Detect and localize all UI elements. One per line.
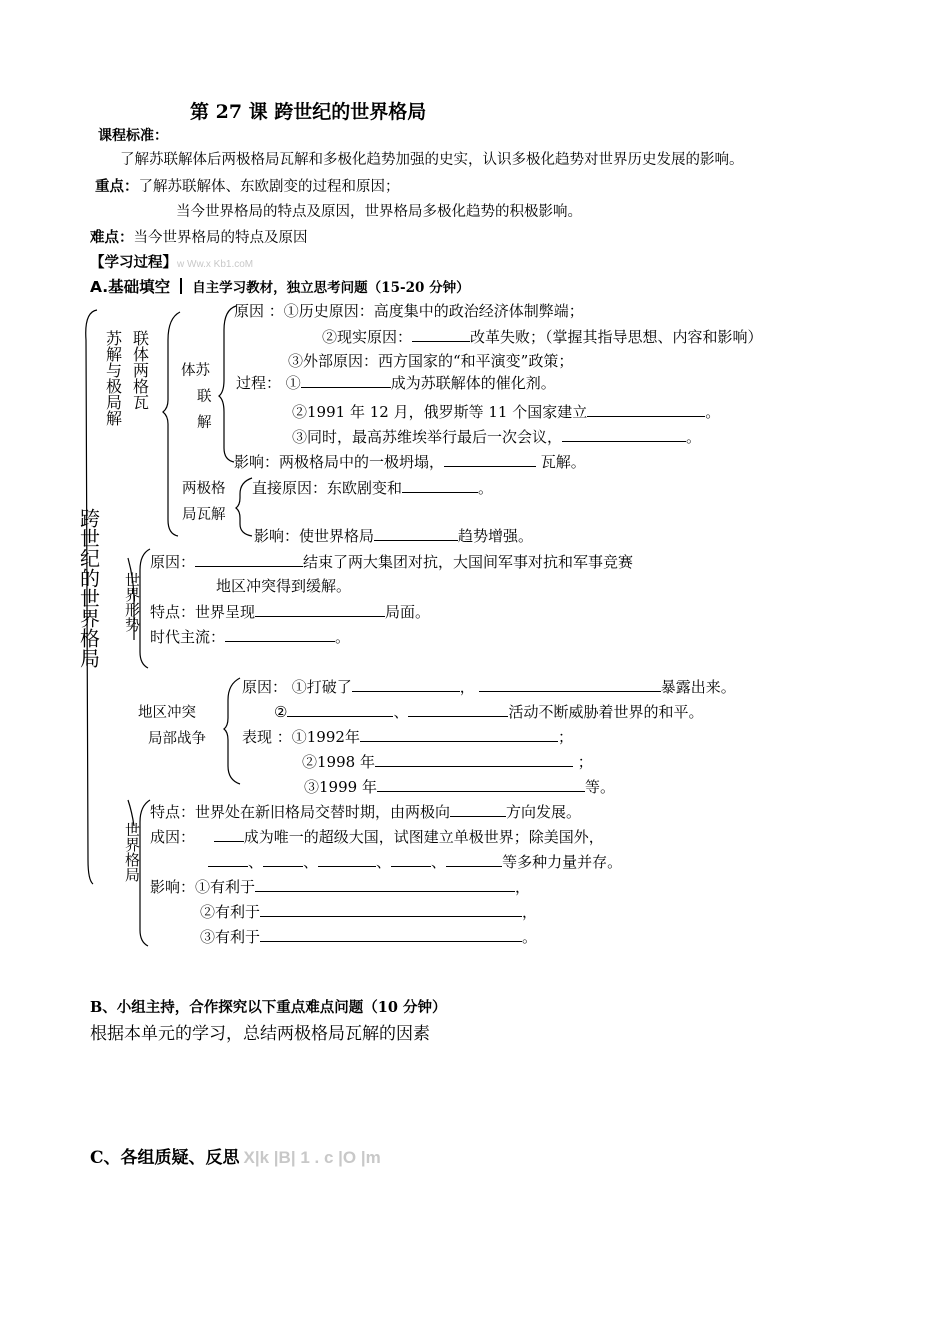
blank[interactable]: [587, 402, 705, 417]
situation-bracket: [140, 549, 150, 668]
process-label: 【学习过程】: [90, 254, 177, 271]
blank[interactable]: [450, 802, 506, 817]
blank[interactable]: [195, 552, 303, 567]
blank[interactable]: [255, 877, 515, 892]
section-c-title: C、各组质疑、反思: [90, 1148, 240, 1168]
standard-label: 课程标准：: [98, 128, 168, 144]
situation-cause: 原因： 结束了两大集团对抗，大国间军事对抗和军事竞赛: [150, 553, 634, 571]
section-a-note: 自主学习教材，独立思考问题（15-20 分钟）: [192, 280, 470, 296]
pattern-bracket: [140, 800, 150, 946]
bipolar-label: 两极格 局瓦解: [182, 481, 226, 523]
pattern-impact-2: ②有利于 ，: [200, 903, 538, 921]
blank[interactable]: [208, 852, 248, 867]
soviet-process-3: ③同时，最高苏维埃举行最后一次会议， 。: [292, 428, 702, 446]
soviet-process-1: 过程： ① 成为苏联解体的催化剂。: [236, 374, 556, 392]
blank[interactable]: [225, 627, 335, 642]
soviet-label: 体苏 联 解: [181, 363, 212, 431]
blank[interactable]: [360, 727, 558, 742]
bipolar-direct-cause: 直接原因：东欧剧变和 。: [252, 479, 494, 497]
situation-vertical-label: 世界形势: [123, 572, 141, 632]
conflict-bracket: [224, 678, 240, 784]
blank[interactable]: [301, 373, 391, 388]
key-text-2: 当今世界格局的特点及原因，世界格局多极化趋势的积极影响。: [176, 204, 582, 220]
blank[interactable]: [374, 526, 458, 541]
blank[interactable]: [402, 478, 478, 493]
section-c-heading: [90, 1148, 381, 1168]
bipolar-bracket: [236, 478, 252, 536]
blank[interactable]: [408, 702, 508, 717]
collapse-vertical-label-col2: 联体两格瓦: [130, 330, 150, 410]
watermark-bottom: X|k |B| 1 . c |O |m: [243, 1148, 381, 1167]
difficult-text: 当今世界格局的特点及原因: [133, 230, 308, 246]
blank[interactable]: [391, 852, 431, 867]
situation-feature: 特点：世界呈现 局面。: [150, 603, 431, 621]
conflict-label: 地区冲突 局部战争: [138, 705, 206, 747]
blank[interactable]: [479, 677, 661, 692]
key-label: 重点：: [95, 178, 139, 195]
blank[interactable]: [375, 752, 573, 767]
blank[interactable]: [255, 602, 385, 617]
soviet-impact: 影响：两极格局中的一极坍塌， 瓦解。: [234, 453, 586, 471]
soviet-process-2: ②1991 年 12 月，俄罗斯等 11 个国家建立 。: [292, 403, 721, 421]
pattern-feature: 特点：世界处在新旧格局交替时期，由两极向 方向发展。: [150, 803, 582, 821]
pattern-cause-powers: 、 、 、 、 等多种力量并存。: [208, 852, 622, 871]
pattern-impact-1: 影响：①有利于 ，: [150, 878, 531, 896]
conflict-label-data: [0, 0, 1, 1]
standard-text: 了解苏联解体后两极格局瓦解和多极化趋势加强的史实，认识多极化趋势对世界历史发展的影响。: [120, 152, 744, 168]
blank[interactable]: [352, 677, 460, 692]
section-a-title: A.基础填空: [90, 278, 171, 296]
difficult-label: 难点：: [90, 229, 134, 246]
situation-cause-cont: 地区冲突得到缓解。: [216, 577, 352, 595]
soviet-cause-3: ③外部原因：西方国家的“和平演变”政策；: [288, 352, 574, 370]
blank[interactable]: [444, 452, 536, 467]
soviet-cause-1: 原因 ：①历史原因：高度集中的政治经济体制弊端；: [234, 302, 584, 320]
bipolar-impact: 影响：使世界格局 趋势增强。: [254, 527, 534, 545]
blank[interactable]: [446, 852, 502, 867]
conflict-cause-2: ② 、 活动不断威胁着世界的和平。: [274, 703, 704, 721]
section-b-title: B、小组主持，合作探究以下重点难点问题（10 分钟）: [90, 999, 447, 1016]
page-title: 第 27 课 跨世纪的世界格局: [190, 101, 427, 123]
blank[interactable]: [412, 327, 470, 342]
conflict-cause-1: 原因： ①打破了 ， 暴露出来。: [242, 678, 736, 696]
pattern-cause: 成因： 成为唯一的超级大国，试图建立单极世界；除美国外，: [150, 828, 604, 846]
collapse-vertical-label-col1: 苏解与极局解: [103, 330, 123, 426]
conflict-performance-3: ③1999 年 等。: [304, 778, 615, 796]
section-b-text: 根据本单元的学习，总结两极格局瓦解的因素: [90, 1024, 430, 1044]
watermark-top: w Ww.x Kb1.coM: [177, 259, 254, 270]
blank[interactable]: [214, 827, 244, 842]
blank[interactable]: [260, 927, 522, 942]
pattern-vertical-label: 世界格局: [123, 822, 141, 882]
collapse-bracket: [163, 312, 180, 536]
blank[interactable]: [287, 702, 393, 717]
pattern-impact-3: ③有利于 。: [200, 928, 538, 946]
blank[interactable]: [263, 852, 303, 867]
blank[interactable]: [260, 902, 522, 917]
key-text-1: 了解苏联解体、东欧剧变的过程和原因；: [138, 179, 400, 195]
blank[interactable]: [377, 777, 585, 792]
conflict-performance-1: 表现 ：①1992年 ；: [242, 728, 573, 746]
blank[interactable]: [562, 427, 686, 442]
soviet-cause-2: ②现实原因： 改革失败；（掌握其指导思想、内容和影响）: [322, 328, 763, 346]
soviet-bracket: [219, 306, 236, 462]
situation-theme: 时代主流： 。: [150, 628, 351, 646]
blank[interactable]: [318, 852, 376, 867]
conflict-performance-2: ②1998 年 ；: [302, 753, 593, 771]
main-vertical-label: 跨世纪的世界格局: [76, 508, 101, 668]
